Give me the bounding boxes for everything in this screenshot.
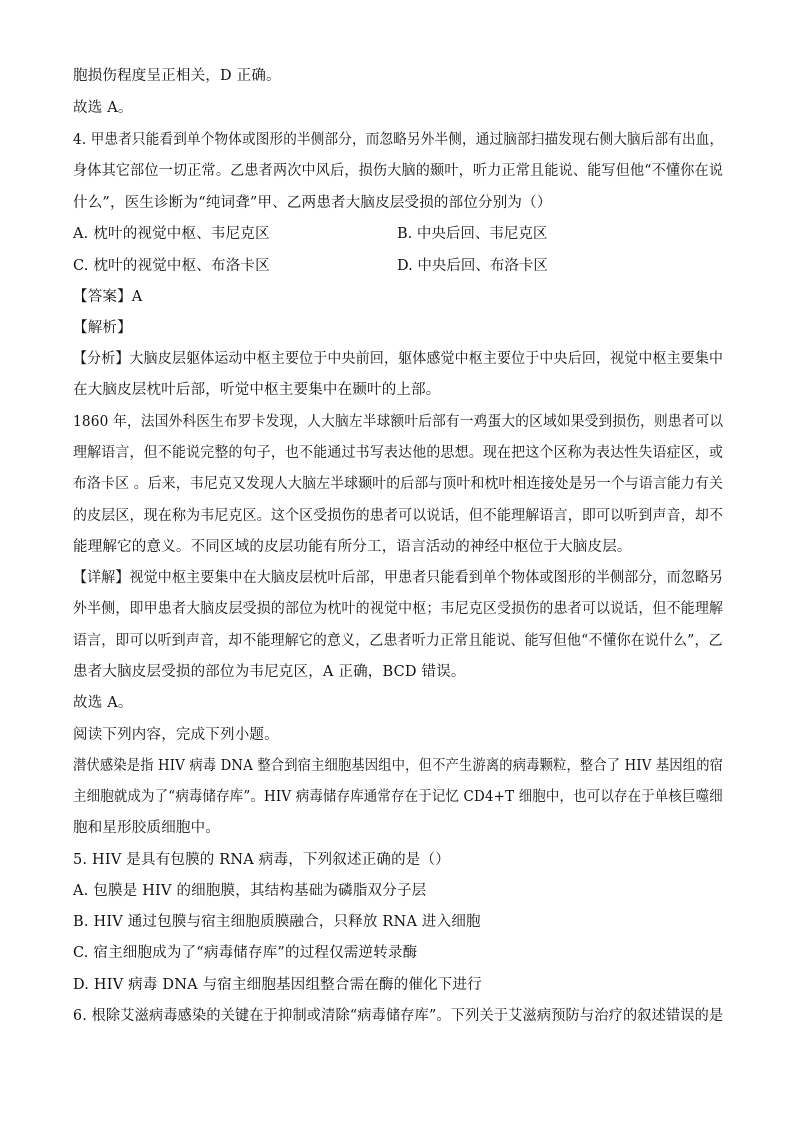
q4-option-a: A. 枕叶的视觉中枢、韦尼克区 xyxy=(73,226,270,242)
q4-paragraph-line-3: 布洛卡区 。后来，韦尼克又发现人大脑左半球颞叶的后部与顶叶和枕叶相连接处是另一个与语言能力有关 xyxy=(73,476,724,492)
q4-paragraph-line-4: 的皮层区，现在称为韦尼克区。这个区受损伤的患者可以说话，但不能理解语言，即可以听到声音，却不 xyxy=(73,508,724,524)
q4-analysis-heading: 【解析】 xyxy=(73,320,132,336)
q3-tail-line: 胞损伤程度呈正相关，D 正确。 xyxy=(73,68,281,84)
q5-option-c: C. 宿主细胞成为了“病毒储存库”的过程仅需逆转录酶 xyxy=(73,945,418,961)
q4-choose: 故选 A。 xyxy=(73,695,133,711)
q4-option-c: C. 枕叶的视觉中枢、布洛卡区 xyxy=(73,258,270,274)
q6-stem: 6. 根除艾滋病毒感染的关键在于抑制或清除“病毒储存库”。下列关于艾滋病预防与治疗的叙述错误的是 xyxy=(73,1008,724,1024)
q3-choose: 故选 A。 xyxy=(73,100,133,116)
reading-line-2: 主细胞就成为了“病毒储存库”。HIV 病毒储存库通常存在于记忆 CD4+T 细胞中，也可以存在于单核巨噬细 xyxy=(73,789,723,805)
q4-xiangjie-line-2: 外半侧，即甲患者大脑皮层受损的部位为枕叶的视觉中枢；韦尼克区受损伤的患者可以说话，但不能理解 xyxy=(73,601,724,617)
q4-paragraph-line-2: 理解语言，但不能说完整的句子，也不能通过书写表达他的思想。现在把这个区称为表达性失语症区，或 xyxy=(73,445,724,461)
q4-fenxi-line-1: 【分析】大脑皮层躯体运动中枢主要位于中央前回，躯体感觉中枢主要位于中央后回，视觉中枢主要集中 xyxy=(73,351,724,367)
q5-option-a: A. 包膜是 HIV 的细胞膜，其结构基础为磷脂双分子层 xyxy=(73,883,427,899)
q4-stem-line-2: 身体其它部位一切正常。乙患者两次中风后，损伤大脑的颞叶，听力正常且能说、能写但他“不懂你在说 xyxy=(73,163,724,179)
q5-option-d: D. HIV 病毒 DNA 与宿主细胞基因组整合需在酶的催化下进行 xyxy=(73,977,482,993)
q4-xiangjie-line-4: 患者大脑皮层受损的部位为韦尼克区，A 正确，BCD 错误。 xyxy=(73,664,466,680)
reading-line-3: 胞和星形胶质细胞中。 xyxy=(73,820,220,836)
q4-xiangjie-line-1: 【详解】视觉中枢主要集中在大脑皮层枕叶后部，甲患者只能看到单个物体或图形的半侧部分，而忽略另 xyxy=(73,570,724,586)
q4-stem-line-3: 什么”，医生诊断为“纯词聋”甲、乙两患者大脑皮层受损的部位分别为（） xyxy=(73,195,552,211)
q5-option-b: B. HIV 通过包膜与宿主细胞质膜融合，只释放 RNA 进入细胞 xyxy=(73,914,481,930)
q4-option-b: B. 中央后回、韦尼克区 xyxy=(397,226,548,242)
q4-fenxi-line-2: 在大脑皮层枕叶后部，听觉中枢主要集中在颞叶的上部。 xyxy=(73,382,441,398)
q4-answer: 【答案】A xyxy=(73,289,143,305)
q5-stem: 5. HIV 是具有包膜的 RNA 病毒，下列叙述正确的是（） xyxy=(73,852,450,868)
q4-paragraph-line-5: 能理解它的意义。不同区域的皮层功能有所分工，语言活动的神经中枢位于大脑皮层。 xyxy=(73,539,632,555)
q4-option-d: D. 中央后回、布洛卡区 xyxy=(397,258,548,274)
q4-stem-line-1: 4. 甲患者只能看到单个物体或图形的半侧部分，而忽略另外半侧，通过脑部扫描发现右侧大脑后部有出血， xyxy=(73,132,724,148)
reading-line-1: 潜伏感染是指 HIV 病毒 DNA 整合到宿主细胞基因组中，但不产生游离的病毒颗粒，整合了 HIV 基因组的宿 xyxy=(73,758,724,774)
q4-paragraph-line-1: 1860 年，法国外科医生布罗卡发现，人大脑左半球额叶后部有一鸡蛋大的区域如果受到损伤，则患者可以 xyxy=(73,414,724,430)
q4-xiangjie-line-3: 语言，即可以听到声音，却不能理解它的意义，乙患者听力正常且能说、能写但他“不懂你在说什么”，乙 xyxy=(73,633,723,649)
reading-intro: 阅读下列内容，完成下列小题。 xyxy=(73,727,279,743)
